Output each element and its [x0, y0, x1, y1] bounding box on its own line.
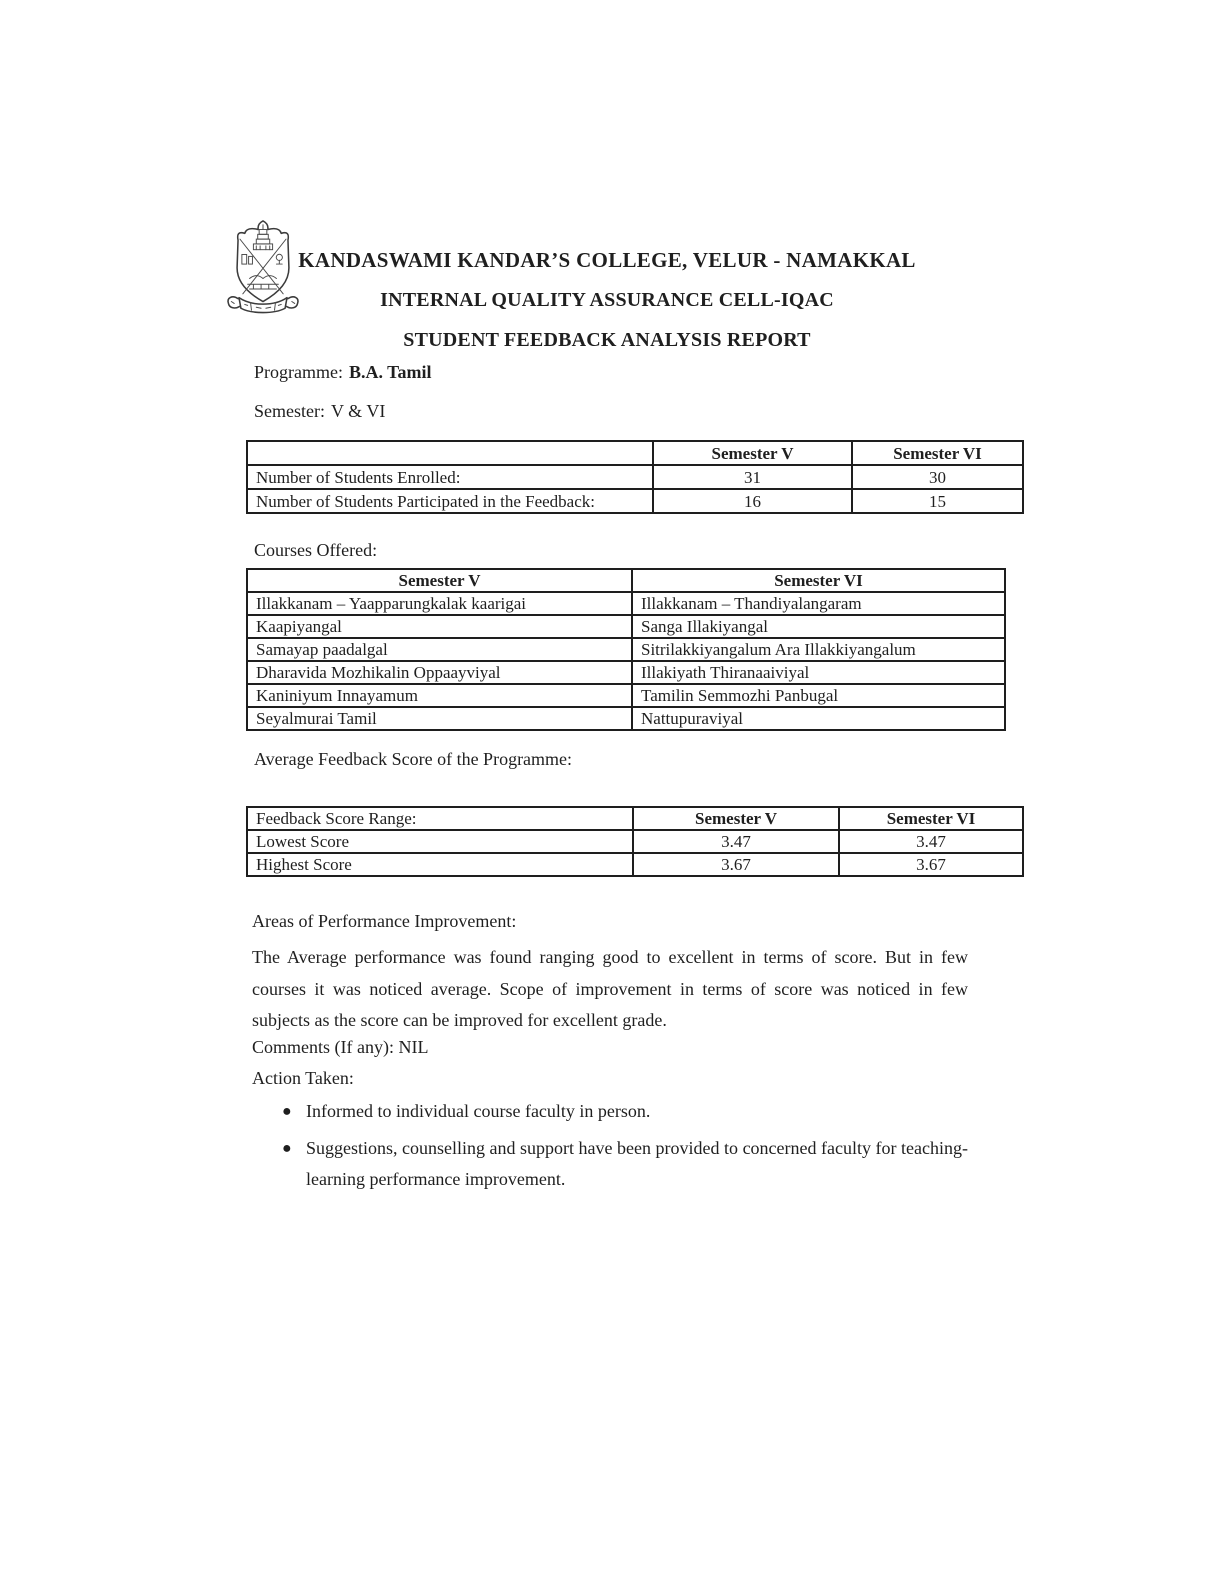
iqac-cell-name: INTERNAL QUALITY ASSURANCE CELL-IQAC [380, 289, 834, 311]
programme-line [254, 362, 432, 383]
highest-score-sem-vi: 3.67 [839, 853, 1023, 876]
semester-label: Semester: [254, 401, 325, 421]
courses-header-row [247, 569, 1005, 592]
enrollment-header-sem-vi: Semester VI [852, 441, 1023, 465]
feedback-score-table [246, 806, 1024, 877]
action-item-text: Suggestions, counselling and support have been provided to concerned faculty for teaching-learning performance improvement. [306, 1137, 968, 1189]
course-cell: Tamilin Semmozhi Panbugal [632, 684, 1005, 707]
improvement-heading: Areas of Performance Improvement: [252, 911, 517, 931]
enrollment-header-blank [247, 441, 653, 465]
course-cell: Dharavida Mozhikalin Oppaayviyal [247, 661, 632, 684]
highest-score-label: Highest Score [247, 853, 633, 876]
semester-value: V & VI [330, 401, 386, 421]
table-row [247, 615, 1005, 638]
table-row [247, 707, 1005, 730]
table-row [247, 830, 1023, 853]
enrollment-header-row [247, 441, 1023, 465]
course-cell: Illakkanam – Yaapparungkalak kaarigai [247, 592, 632, 615]
table-row [247, 684, 1005, 707]
courses-table [246, 568, 1006, 731]
participated-sem-vi-value: 15 [852, 489, 1023, 513]
enrolled-sem-v-value: 31 [653, 465, 852, 489]
courses-offered-heading: Courses Offered: [254, 540, 378, 560]
lowest-score-sem-vi: 3.47 [839, 830, 1023, 853]
table-row [247, 592, 1005, 615]
lowest-score-sem-v: 3.47 [633, 830, 839, 853]
list-item [252, 1133, 968, 1196]
bullet-icon: ● [282, 1103, 292, 1120]
table-row [247, 661, 1005, 684]
action-taken-list [252, 1096, 968, 1201]
course-cell: Kaniniyum Innayamum [247, 684, 632, 707]
programme-label: Programme: [254, 362, 343, 382]
programme-value: B.A. Tamil [348, 362, 432, 382]
improvement-paragraph: The Average performance was found ranging good to excellent in terms of score. But in few courses it was noticed average. Scope of improvement in terms of score was noticed in few subjects as the score can be improved for excellent grade. [252, 947, 968, 1030]
lowest-score-label: Lowest Score [247, 830, 633, 853]
score-header-row [247, 807, 1023, 830]
enrolled-label: Number of Students Enrolled: [247, 465, 653, 489]
report-title: STUDENT FEEDBACK ANALYSIS REPORT [403, 329, 811, 351]
semester-line [254, 401, 385, 422]
college-name: KANDASWAMI KANDAR’S COLLEGE, VELUR - NAMAKKAL [298, 248, 916, 272]
enrolled-sem-vi-value: 30 [852, 465, 1023, 489]
table-row [247, 638, 1005, 661]
bullet-icon: ● [282, 1139, 292, 1157]
enrollment-header-sem-v: Semester V [653, 441, 852, 465]
courses-header-sem-v: Semester V [247, 569, 632, 592]
report-header [246, 248, 968, 352]
course-cell: Kaapiyangal [247, 615, 632, 638]
table-row [247, 853, 1023, 876]
course-cell: Sitrilakkiyangalum Ara Illakkiyangalum [632, 638, 1005, 661]
score-range-label: Feedback Score Range: [247, 807, 633, 830]
course-cell: Illakkanam – Thandiyalangaram [632, 592, 1005, 615]
table-row [247, 489, 1023, 513]
course-cell: Seyalmurai Tamil [247, 707, 632, 730]
course-cell: Sanga Illakiyangal [632, 615, 1005, 638]
participated-sem-v-value: 16 [653, 489, 852, 513]
participated-label: Number of Students Participated in the Feedback: [247, 489, 653, 513]
action-item-text: Informed to individual course faculty in person. [306, 1101, 651, 1121]
action-taken-heading: Action Taken: [252, 1068, 354, 1088]
score-header-sem-v: Semester V [633, 807, 839, 830]
course-cell: Nattupuraviyal [632, 707, 1005, 730]
course-cell: Samayap paadalgal [247, 638, 632, 661]
comments-line: Comments (If any): NIL [252, 1037, 429, 1057]
list-item [252, 1096, 968, 1128]
table-row [247, 465, 1023, 489]
courses-header-sem-vi: Semester VI [632, 569, 1005, 592]
highest-score-sem-v: 3.67 [633, 853, 839, 876]
enrollment-table [246, 440, 1024, 514]
course-cell: Illakiyath Thiranaaiviyal [632, 661, 1005, 684]
average-score-heading: Average Feedback Score of the Programme: [254, 749, 573, 769]
score-header-sem-vi: Semester VI [839, 807, 1023, 830]
